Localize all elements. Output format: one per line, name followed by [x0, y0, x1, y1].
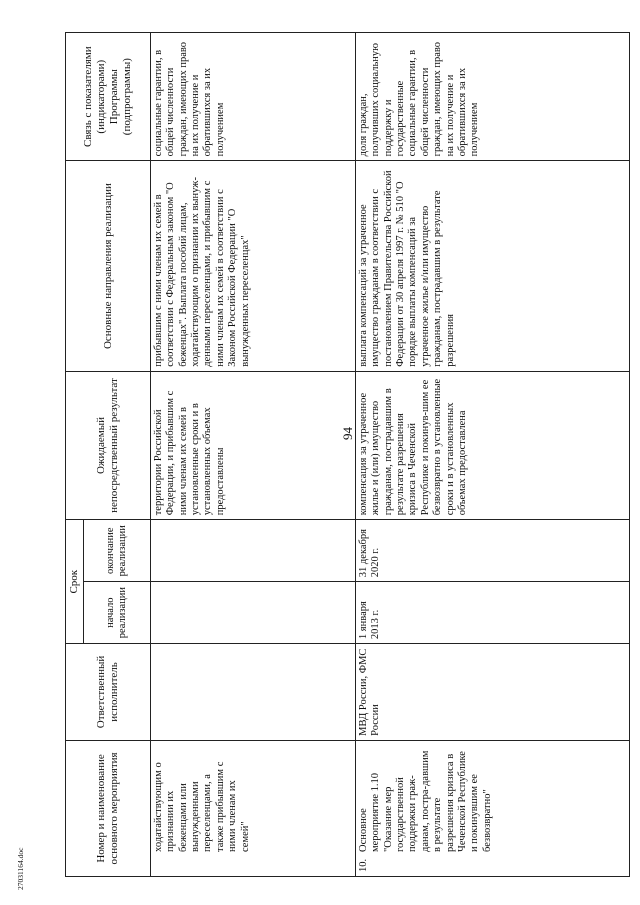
document-code: 27031164.doc [16, 847, 25, 890]
cell-directions: выплата компенсаций за утраченное имущество гражданам в соответствии с постановлением Правительства Российской Федерации от 30 апреля 1997 г. № 510 "О порядке выплаты компенсаций за утраченное жилье и/или имущество гражданам, пострадавшим в результате разрешения [355, 161, 629, 371]
row-name: ходатайствующим о признании их беженцами или вынужденными переселенцами, а также прибывшим с ними членам их семей" [152, 761, 251, 852]
activities-table [65, 32, 630, 877]
cell-end: 31 декабря 2020 г. [355, 520, 629, 582]
cell-start [150, 582, 355, 644]
cell-name [355, 740, 629, 876]
header-term: Срок [66, 520, 84, 644]
header-number-and-name: Номер и наименование основного мероприятия [66, 740, 151, 876]
cell-end [150, 520, 355, 582]
page-number: 94 [340, 427, 355, 440]
cell-result: компенсация за утраченное жилье и (или) имущество гражданам, пострадавшим в результате разрешения кризиса в Чеченской Республике и покинув-шим ее безвозвратно в установленные сроки и в установленных объемах предоставлена [355, 371, 629, 520]
header-term-end: окончание реализации [83, 520, 150, 582]
cell-indicators: социальные гарантии, в общей численности граждан, имеющих право на их получение и обратившихся за их получением [150, 33, 355, 161]
cell-name [150, 740, 355, 876]
cell-executor: МВД России, ФМС России [355, 644, 629, 741]
cell-start: 1 января 2013 г. [355, 582, 629, 644]
cell-result: территории Российской Федерации, и прибывшим с ними членам их семей в установленные сроки и в установленных объемах предоставлены [150, 371, 355, 520]
cell-directions: прибывшим с ними членам их семей в соответствии с Федеральным законом "О беженцах". Выплата пособий лицам, ходатайствующим о признании их вынуж-денными переселенцами, и прибывшим с ними членам их семей в соответствии с Законом Российской Федерации "О вынужденных переселенцах" [150, 161, 355, 371]
header-executor: Ответственный исполнитель [66, 644, 151, 741]
table-row [150, 33, 355, 877]
header-directions: Основные направления реализации [66, 161, 151, 371]
table-row [355, 33, 629, 877]
cell-indicators: доля граждан, получивших социальную поддержку и государственные социальные гарантии, в общей численности граждан, имеющих право на их получение и обратившихся за их получением [355, 33, 629, 161]
cell-executor [150, 644, 355, 741]
header-expected-result: Ожидаемый непосредственный результат [66, 371, 151, 520]
header-term-start: начало реализации [83, 582, 150, 644]
header-indicators: Связь с показателями (индикаторами) Программы (подпрограммы) [66, 33, 151, 161]
rotated-page-content [65, 32, 630, 877]
row-number: 10. [357, 858, 369, 872]
row-name: Основное мероприятие 1.10 "Оказание мер государственной поддержки граж-данам, постра-давшим в результате разрешения кризиса в Чеченской Республике и покинувшим ее безвозвратно" [357, 750, 493, 852]
